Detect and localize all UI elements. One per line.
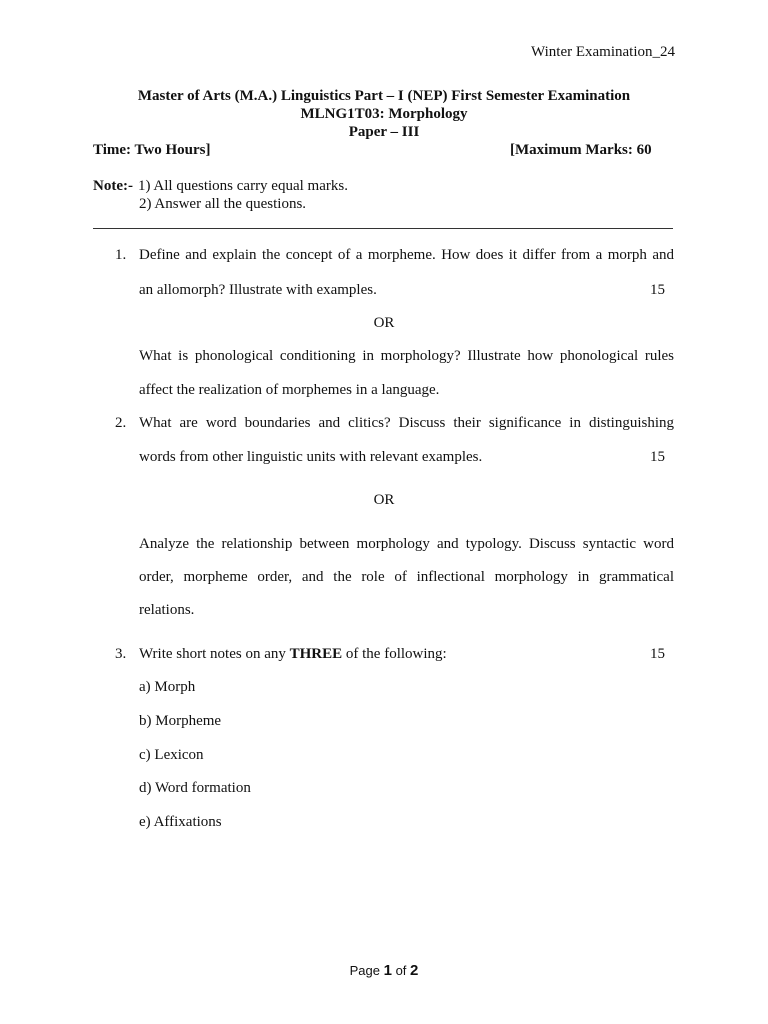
page-total: 2 [410,962,419,979]
max-marks: [Maximum Marks: 60 [510,142,652,158]
question-text: order, morpheme order, and the role of inflectional morphology in grammatical [139,569,674,585]
option-item: a) Morph [139,679,196,695]
question-text: words from other linguistic units with relevant examples. [139,449,483,465]
page-footer [0,962,768,979]
option-item: e) Affixations [139,814,222,830]
time-allowed: Time: Two Hours] [93,142,211,158]
option-item: d) Word formation [139,780,251,796]
question-number: 3. [115,646,127,662]
question-text-prefix: Write short notes on any [139,646,290,662]
note-item: 2) Answer all the questions. [139,196,307,212]
page-number: 1 [383,962,392,979]
question-text: Analyze the relationship between morphology and typology. Discuss syntactic word [139,536,674,552]
divider [93,228,673,229]
question-text: What are word boundaries and clitics? Discuss their significance in distinguishing [139,415,674,431]
question-marks: 15 [650,282,665,298]
question-text: relations. [139,602,195,618]
of-word: of [395,963,407,978]
question-number: 1. [115,247,127,263]
question-text: Define and explain the concept of a morpheme. How does it differ from a morph and [139,247,674,263]
course-code: MLNG1T03: Morphology [300,106,468,122]
page-word: Page [349,963,380,978]
question-text: an allomorph? Illustrate with examples. [139,282,377,298]
note-item: 1) All questions carry equal marks. [138,178,348,194]
question-text-emphasis: THREE [289,646,343,662]
or-separator: OR [373,315,395,331]
option-item: c) Lexicon [139,747,204,763]
question-text: affect the realization of morphemes in a language. [139,382,440,398]
question-text: What is phonological conditioning in morphology? Illustrate how phonological rules [139,348,674,364]
paper-number: Paper – III [348,124,420,140]
exam-title: Master of Arts (M.A.) Linguistics Part – I (NEP) First Semester Examination [137,88,631,104]
exam-tag: Winter Examination_24 [531,44,675,60]
question-text-suffix: of the following: [342,646,447,662]
question-marks: 15 [650,646,665,662]
question-number: 2. [115,415,127,431]
question-text [139,646,674,663]
note-label: Note:- [93,178,133,194]
question-marks: 15 [650,449,665,465]
option-item: b) Morpheme [139,713,222,729]
or-separator: OR [373,492,395,508]
